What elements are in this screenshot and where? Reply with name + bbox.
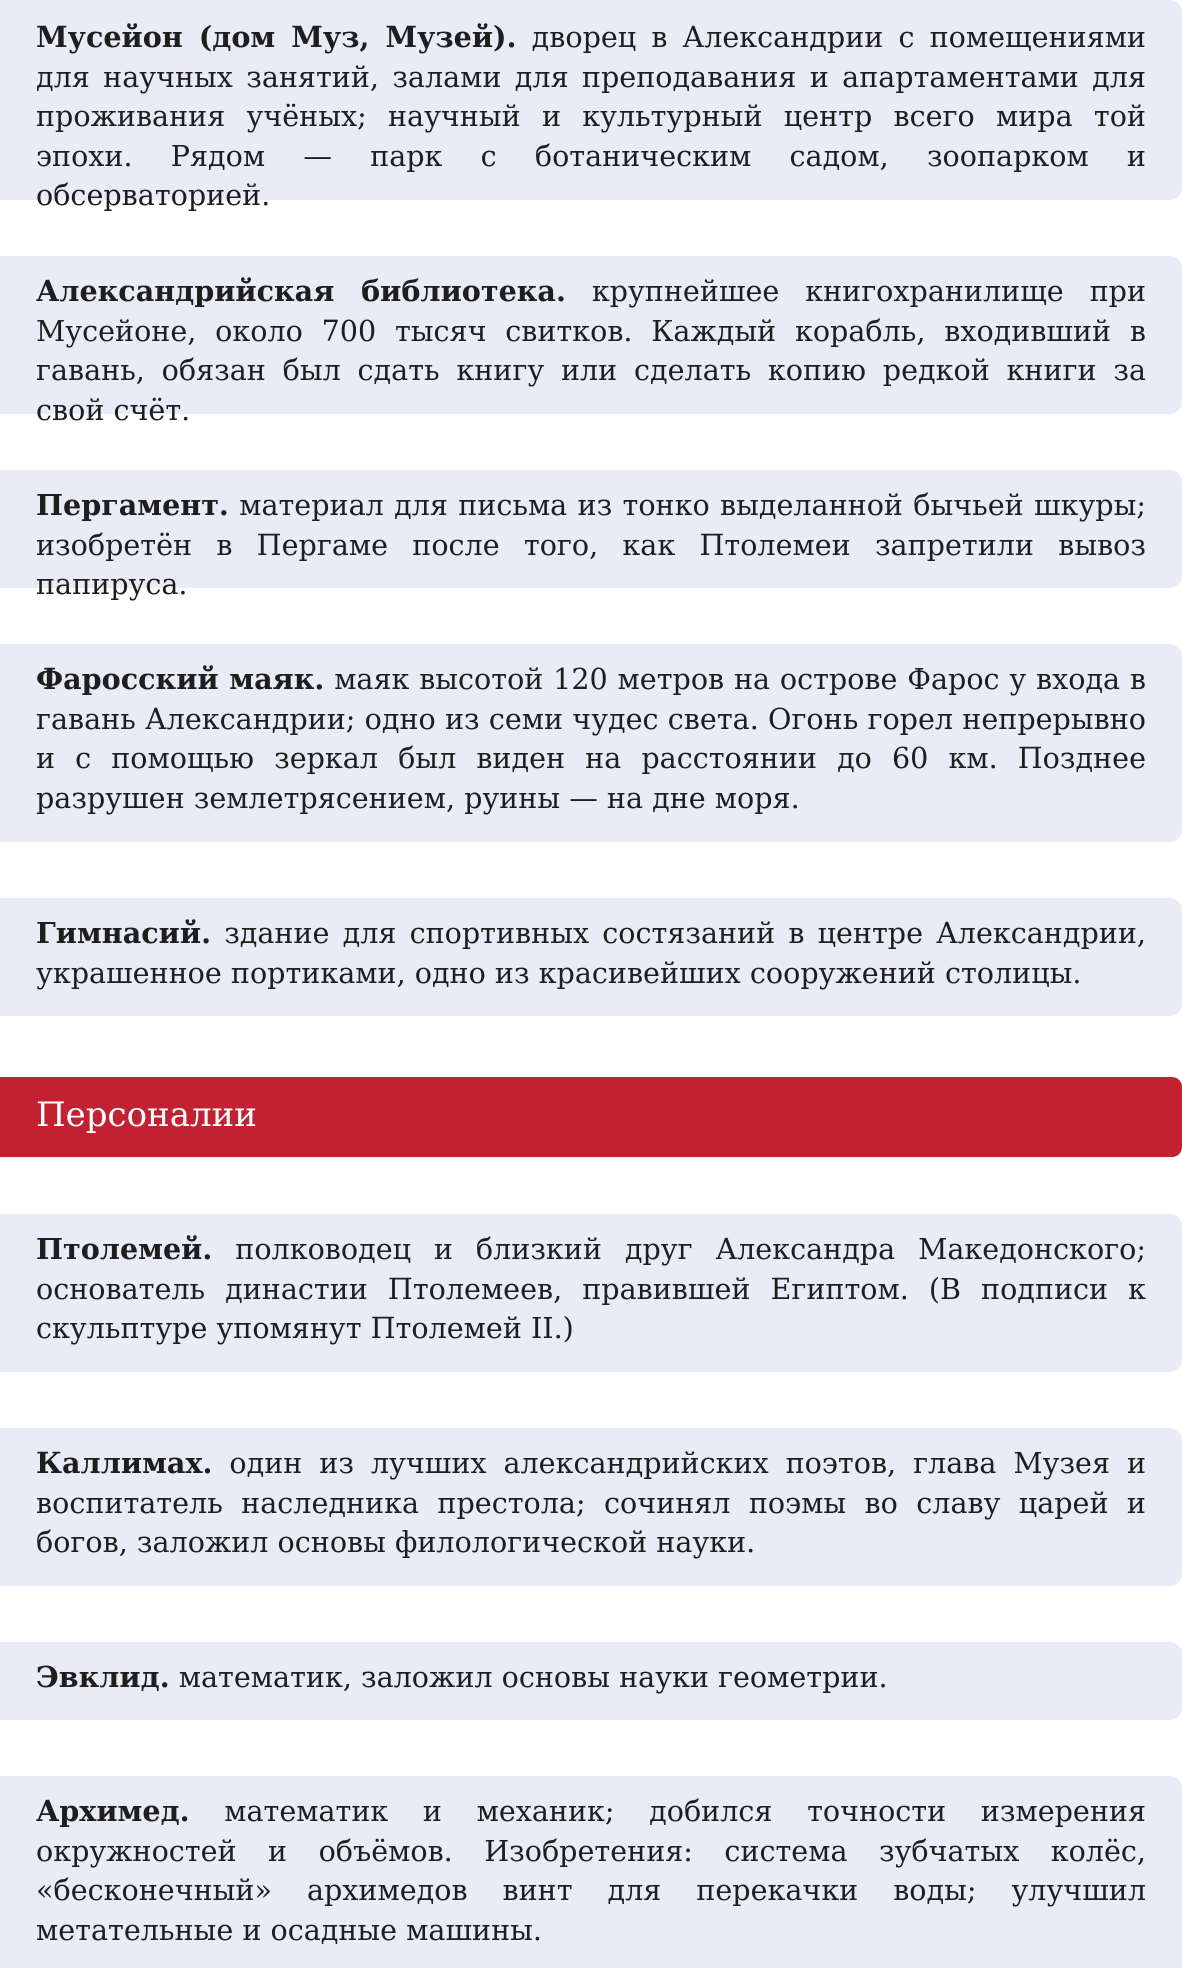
entry-text: [36, 914, 1146, 993]
entry-text: [36, 1792, 1146, 1950]
entry-text: [36, 1444, 1146, 1563]
person-entry-euclid: [0, 1642, 1182, 1720]
glossary-entry-library: [0, 256, 1182, 427]
entry-text: [36, 660, 1146, 818]
entry-definition: полководец и близкий друг Александра Македонского; основатель династии Птолемеев, правившей Египтом. (В подписи к скульптуре упомянут Птолемей II.): [36, 1232, 1146, 1346]
entry-definition: материал для письма из тонко выделанной бычьей шкуры; изобретён в Пергаме после того, как Птолемеи запретили вывоз папируса.: [36, 488, 1147, 602]
entry-definition: математик и механик; добился точности измерения окружностей и объёмов. Изобретения: система зубчатых колёс, «бесконечный» архимедов винт для перекачки воды; улучшил метательные и осадные машины.: [36, 1794, 1146, 1947]
entry-definition: один из лучших александрийских поэтов, глава Музея и воспитатель наследника престола; сочинял поэмы во славу царей и богов, заложил основы филологической науки.: [36, 1446, 1147, 1560]
entry-term: Александрийская библиотека.: [36, 274, 566, 308]
entry-term: Мусейон (дом Муз, Музей).: [36, 20, 517, 54]
entry-term: Гимнасий.: [36, 916, 212, 950]
entry-term: Архимед.: [36, 1794, 190, 1828]
entry-term: Каллимах.: [36, 1446, 213, 1480]
entry-text: [36, 1658, 1146, 1698]
entry-term: Эвклид.: [36, 1660, 170, 1694]
person-entry-ptolemy: [0, 1214, 1182, 1372]
entry-term: Фаросский маяк.: [36, 662, 325, 696]
glossary-entry-museion: [0, 0, 1182, 213]
person-entry-callimachus: [0, 1428, 1182, 1586]
entry-text: [36, 486, 1146, 605]
entry-term: Птолемей.: [36, 1232, 213, 1266]
glossary-entry-lighthouse: [0, 644, 1182, 842]
entry-definition: крупнейшее книгохранилище при Мусейоне, около 700 тысяч свитков. Каждый корабль, входивший в гавань, обязан был сдать книгу или сделать копию редкой книги за свой счёт.: [36, 274, 1147, 427]
entry-text: [36, 1230, 1146, 1349]
glossary-entry-gymnasium: [0, 898, 1182, 1016]
entry-definition: здание для спортивных состязаний в центре Александрии, украшенное портиками, одно из красивейших сооружений столицы.: [36, 916, 1146, 990]
entry-definition: дворец в Александрии с помещениями для научных занятий, залами для преподавания и апартаментами для проживания учёных; научный и культурный центр всего мира той эпохи. Рядом — парк с ботаническим садом, зоопарком и обсерваторией.: [36, 20, 1146, 213]
entry-definition: маяк высотой 120 метров на острове Фарос у входа в гавань Александрии; одно из семи чудес света. Огонь горел непрерывно и с помощью зеркал был виден на расстоянии до 60 км. Позднее разрушен землетрясением, руины — на дне моря.: [36, 662, 1147, 815]
section-header-personalities: [0, 1077, 1182, 1157]
section-title: Персоналии: [36, 1095, 257, 1135]
person-entry-archimedes: [0, 1776, 1182, 1968]
entry-term: Пергамент.: [36, 488, 229, 522]
entry-text: [36, 18, 1146, 216]
entry-definition: математик, заложил основы науки геометрии.: [178, 1660, 888, 1694]
glossary-entry-parchment: [0, 470, 1182, 602]
entry-text: [36, 272, 1146, 430]
